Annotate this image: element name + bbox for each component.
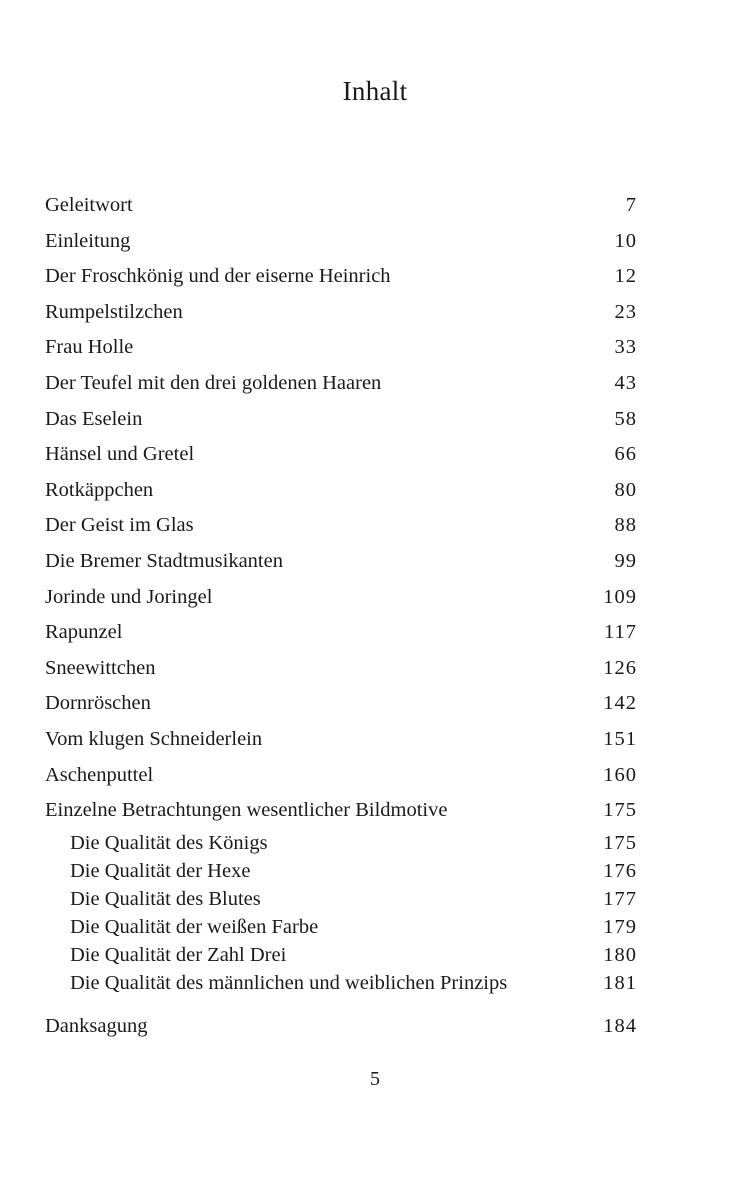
toc-subentry-page: 179 [603, 915, 637, 938]
toc-entry-title: Einleitung [45, 229, 131, 252]
toc-entry-title: Dornröschen [45, 692, 151, 715]
toc-entry-title: Geleitwort [45, 194, 133, 216]
toc-entry-title: Frau Holle [45, 336, 134, 359]
toc-entry [45, 295, 637, 331]
toc-entry-page: 109 [603, 585, 637, 608]
toc-entry [45, 1009, 637, 1045]
toc-subentry-title: Die Qualität der weißen Farbe [70, 915, 319, 938]
toc-entry [45, 793, 637, 829]
toc-entry [45, 615, 637, 651]
toc-entry-page: 88 [614, 514, 637, 537]
toc-entry [45, 366, 637, 402]
toc-entry [45, 224, 637, 260]
toc-entry [45, 580, 637, 616]
toc-entry-page: 58 [614, 407, 637, 430]
toc-entry-page: 99 [614, 549, 637, 572]
toc-entry [45, 544, 637, 580]
toc-subentry [45, 857, 637, 885]
toc-entry [45, 402, 637, 438]
toc-entry-page: 10 [614, 229, 637, 252]
toc-subentry [45, 829, 637, 857]
toc-entry-page: 66 [614, 443, 637, 466]
toc-entry [45, 188, 637, 224]
page-number: 5 [370, 1068, 380, 1090]
toc-entry-page: 160 [603, 763, 637, 786]
toc-entry [45, 758, 637, 794]
toc-subentry-page: 175 [603, 831, 637, 854]
toc-entry-page: 151 [603, 727, 637, 750]
toc-entry [45, 508, 637, 544]
toc-subentry-page: 177 [603, 887, 637, 910]
toc-entry [45, 473, 637, 509]
toc-entry-page: 23 [614, 300, 637, 323]
toc-entry-title: Der Geist im Glas [45, 514, 194, 537]
toc-entry-title: Jorinde und Joringel [45, 585, 213, 608]
toc-subentry [45, 913, 637, 941]
toc-subentry [45, 885, 637, 913]
toc-subentry-title: Die Qualität des Blutes [70, 887, 261, 910]
toc-subentry-title: Die Qualität des männlichen und weiblichen Prinzips [70, 971, 508, 994]
table-of-contents [45, 188, 637, 1044]
toc-subentry [45, 969, 637, 997]
toc-entry [45, 437, 637, 473]
toc-entry-title: Rapunzel [45, 621, 123, 644]
toc-entry-title: Einzelne Betrachtungen wesentlicher Bildmotive [45, 799, 448, 822]
toc-entry [45, 330, 637, 366]
toc-entry-page: 33 [614, 336, 637, 359]
toc-entry [45, 651, 637, 687]
toc-entry-title: Danksagung [45, 1014, 148, 1037]
toc-subentry-page: 181 [603, 971, 637, 994]
toc-entry-title: Das Eselein [45, 407, 143, 430]
toc-entry [45, 722, 637, 758]
toc-entry-title: Hänsel und Gretel [45, 443, 195, 466]
toc-entry-title: Der Teufel mit den drei goldenen Haaren [45, 371, 382, 394]
toc-subentry [45, 941, 637, 969]
toc-entry-title: Sneewittchen [45, 656, 156, 679]
toc-entry-page: 126 [603, 656, 637, 679]
toc-entry-title: Der Froschkönig und der eiserne Heinrich [45, 265, 391, 288]
toc-subentry-title: Die Qualität der Hexe [70, 859, 251, 882]
toc-entry-title: Die Bremer Stadtmusikanten [45, 549, 283, 572]
toc-entry-title: Rotkäppchen [45, 478, 154, 501]
toc-subentry-page: 180 [603, 943, 637, 966]
toc-entry-title: Vom klugen Schneiderlein [45, 727, 263, 750]
toc-entry-page: 117 [604, 621, 637, 644]
toc-entry-page: 12 [614, 265, 637, 288]
toc-entry-page: 80 [614, 478, 637, 501]
toc-entry-title: Rumpelstilzchen [45, 300, 183, 323]
toc-entry [45, 686, 637, 722]
toc-subentry-title: Die Qualität der Zahl Drei [70, 943, 287, 966]
toc-entry-page: 175 [603, 799, 637, 822]
toc-subentry-title: Die Qualität des Königs [70, 831, 268, 854]
toc-entry [45, 259, 637, 295]
toc-subentry-page: 176 [603, 859, 637, 882]
toc-entry-page: 7 [625, 194, 637, 216]
toc-entry-page: 43 [614, 371, 637, 394]
toc-entry-title: Aschenputtel [45, 763, 154, 786]
toc-entry-page: 142 [603, 692, 637, 715]
page-title: Inhalt [342, 76, 408, 106]
toc-entry-page: 184 [603, 1014, 637, 1037]
